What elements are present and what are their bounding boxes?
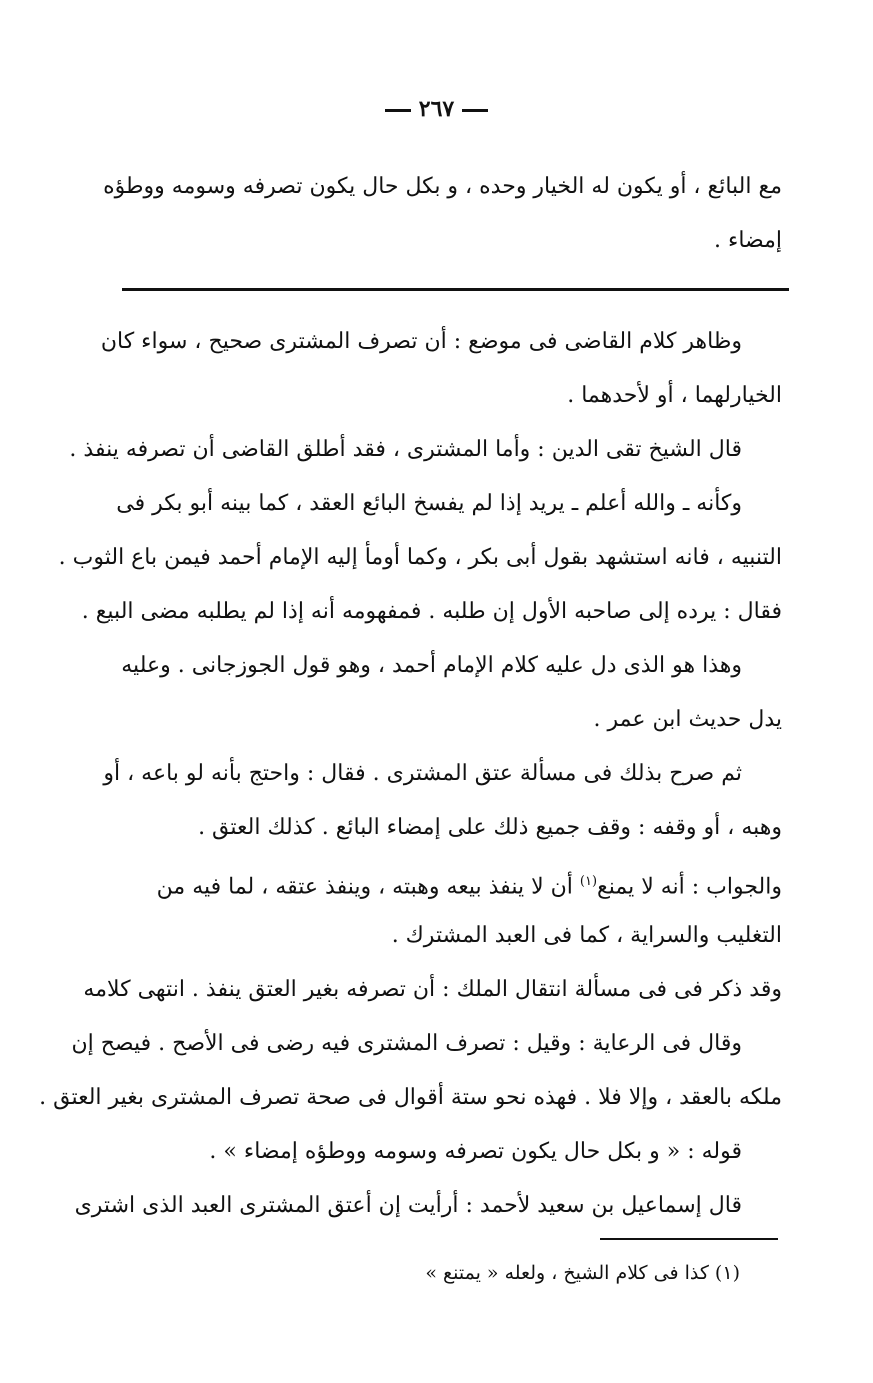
footnote-marker: (١) <box>579 874 598 889</box>
body-line <box>69 423 782 477</box>
body-line-text: وهذا هو الذى دل عليه كلام الإمام أحمد ، وهو قول الجوزجانى . وعليه <box>121 653 742 678</box>
body-line <box>122 639 782 693</box>
body-line <box>122 801 782 855</box>
page-number-text: ٢٦٧ <box>418 96 455 122</box>
body-line <box>116 477 782 531</box>
top-paragraph-line: إمضاء . <box>713 228 782 253</box>
body-line-text: وهبه ، أو وقفه : وقف جميع ذلك على إمضاء البائع . كذلك العتق . <box>198 815 782 840</box>
body-line <box>100 315 782 369</box>
body-line-text: ملكه بالعقد ، وإلا فلا . فهذه نحو ستة أقوال فى صحة تصرف المشترى بغير العتق . <box>39 1085 782 1110</box>
body-line-text: وظاهر كلام القاضى فى موضع : أن تصرف المشترى صحيح ، سواء كان <box>100 329 742 354</box>
body-line-text: فقال : يرده إلى صاحبه الأول إن طلبه . فمفهومه أنه إذا لم يطلبه مضى البيع . <box>81 599 782 624</box>
body-line <box>81 585 782 639</box>
body-line <box>122 909 782 963</box>
section-divider <box>122 288 789 291</box>
body-line-text: قال الشيخ تقى الدين : وأما المشترى ، فقد أطلق القاضى أن تصرفه ينفذ . <box>69 437 742 462</box>
top-paragraph <box>103 160 782 268</box>
body-line <box>58 531 782 585</box>
body-line <box>39 1071 782 1125</box>
body-line-text: التنبيه ، فانه استشهد بقول أبى بكر ، وكما أومأ إليه الإمام أحمد فيمن باع الثوب . <box>58 545 782 570</box>
body-line-text: التغليب والسراية ، كما فى العبد المشترك . <box>391 923 782 948</box>
body-line <box>122 1125 782 1179</box>
commentary-body <box>39 315 782 1233</box>
page-number-dash-right <box>462 109 488 112</box>
body-line-text: والجواب : أنه لا يمنع <box>597 874 782 900</box>
body-line <box>71 1017 782 1071</box>
body-line-text: وقال فى الرعاية : وقيل : تصرف المشترى فيه رضى فى الأصح . فيصح إن <box>71 1031 742 1056</box>
body-line <box>103 747 782 801</box>
page-number-dash-left <box>385 109 411 112</box>
body-line-text: الخيارلهما ، أو لأحدهما . <box>567 383 782 408</box>
body-line-text-continued: أن لا ينفذ بيعه وهبته ، وينفذ عتقه ، لما فيه من <box>156 874 580 900</box>
body-line-text: وقد ذكر فى فى مسألة انتقال الملك : أن تصرفه بغير العتق ينفذ . انتهى كلامه <box>83 977 782 1002</box>
footnote: (١) كذا فى كلام الشيخ ، ولعله « يمتنع » <box>425 1262 740 1284</box>
body-line <box>83 963 782 1017</box>
body-line-text: يدل حديث ابن عمر . <box>593 707 782 732</box>
body-line <box>122 855 782 909</box>
body-line-text: قال إسماعيل بن سعيد لأحمد : أرأيت إن أعتق المشترى العبد الذى اشترى <box>74 1193 742 1218</box>
body-line <box>122 369 782 423</box>
body-line-text: وكأنه ـ والله أعلم ـ يريد إذا لم يفسخ البائع العقد ، كما بينه أبو بكر فى <box>116 491 742 516</box>
top-paragraph-line: مع البائع ، أو يكون له الخيار وحده ، و بكل حال يكون تصرفه وسومه ووطؤه <box>103 174 782 199</box>
body-line <box>74 1179 782 1233</box>
body-line <box>122 693 782 747</box>
body-line-text: ثم صرح بذلك فى مسألة عتق المشترى . فقال : واحتج بأنه لو باعه ، أو <box>103 761 742 786</box>
page-number <box>0 96 873 122</box>
body-line-text: قوله : « و بكل حال يكون تصرفه وسومه ووطؤه إمضاء » . <box>209 1139 742 1164</box>
footnote-divider <box>600 1238 778 1240</box>
